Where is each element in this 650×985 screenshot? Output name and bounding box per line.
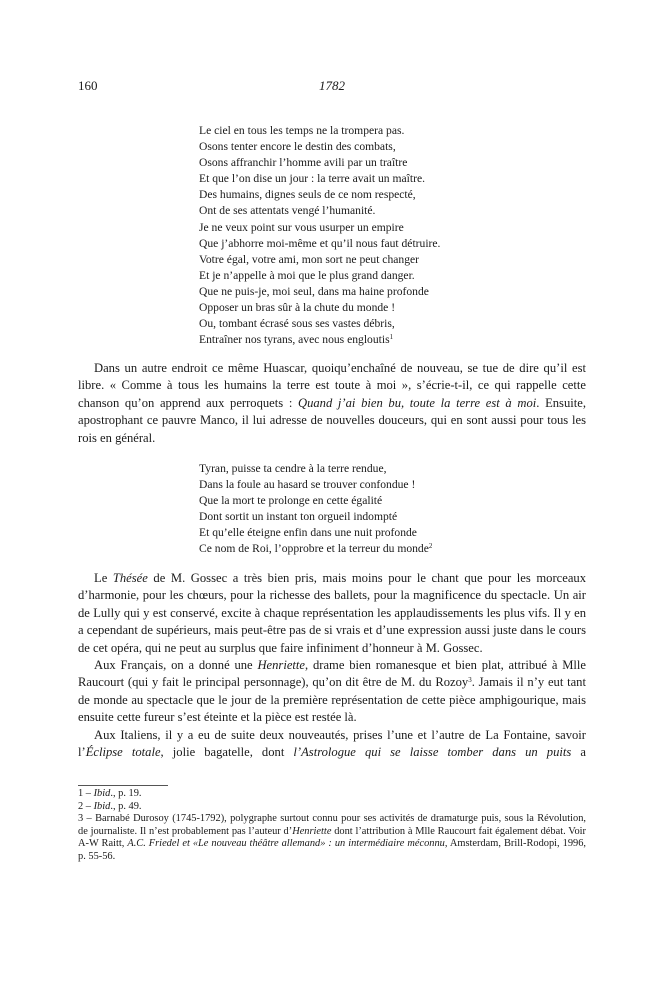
verse-line xyxy=(199,332,440,348)
text: Dans un autre endroit ce même Huascar, quoiqu’enchaîné de nouveau, se tue de dire qu’il est libre. « Comme à tous les humains la terre est toute à moi », s’écrie-t-il, ce qui rappelle cette chanson qu’on apprend aux perroquets : xyxy=(78,361,586,410)
text: . Jamais il n’y eut tant de monde au spectacle que le jour de la première représentation de cette pièce amphigourique, mais ensuite cette fureur s’est éteinte et la pièce est restée là. xyxy=(78,675,586,725)
main-text xyxy=(78,570,586,761)
text: , Amsterdam, Brill-Rodopi, 1996, p. 55-56. xyxy=(78,838,587,862)
verse-line: Je ne veux point sur vous usurper un empire xyxy=(199,220,404,234)
verse-block-2 xyxy=(199,461,432,558)
work-title-astrologue: l’Astrologue qui se laisse tomber dans un puits xyxy=(293,745,572,760)
verse-line: Opposer un bras sûr à la chute du monde ! xyxy=(199,301,396,315)
verse-line xyxy=(199,541,432,557)
verse-line: Ou, tombant écrasé sous ses vastes débris, xyxy=(199,317,395,331)
text: , jolie bagatelle, dont xyxy=(160,745,294,760)
page-number: 160 xyxy=(78,78,98,93)
verse-line: Osons tenter encore le destin des combats, xyxy=(199,140,396,154)
song-title: Quand j’ai bien bu, toute la terre est à moi xyxy=(297,395,537,410)
text: dont l’attribution à Mlle Raucourt fait également débat. Voir A-W Raitt, xyxy=(78,825,587,850)
paragraph-huascar xyxy=(78,360,586,447)
verse-line: Que la mort te prolonge en cette égalité xyxy=(199,494,383,508)
footnote-ref-3[interactable]: 3 xyxy=(468,676,472,685)
verse-line: Et je n’appelle à moi que le plus grand danger. xyxy=(199,268,415,282)
verse-line: Des humains, dignes seuls de ce nom respecté, xyxy=(199,188,416,202)
verse-line: Dans la foule au hasard se trouver confondue ! xyxy=(199,478,416,492)
text: Aux Italiens, il y a eu de suite deux nouveautés, prises l’une et l’autre de La Fontaine, savoir l’ xyxy=(78,727,586,760)
running-title: 1782 xyxy=(319,78,345,93)
verse-line: Que j’abhorre moi-même et qu’il nous faut détruire. xyxy=(199,236,441,250)
verse-line: Le ciel en tous les temps ne la trompera pas. xyxy=(199,124,405,137)
text: a xyxy=(571,745,586,760)
verse-line-text: Entraîner nos tyrans, avec nous engloutis xyxy=(199,333,390,347)
paragraph-henriette xyxy=(78,657,586,727)
footnote-ref-2[interactable]: 2 xyxy=(428,542,433,551)
work-title-eclipse: Éclipse totale xyxy=(85,745,161,760)
text: . Ensuite, apostrophant ce pauvre Manco, il lui adresse de nouvelles douceurs, qui en sont aussi pour tous les rois en général. xyxy=(78,395,586,445)
footnote-ref-1[interactable]: 1 xyxy=(389,333,394,342)
cited-work-title: A.C. Friedel et «Le nouveau théâtre allemand» : un intermédiaire méconnu xyxy=(127,838,445,850)
text: Le xyxy=(94,571,113,585)
footnote-1 xyxy=(78,788,586,801)
work-title-henriette: Henriette xyxy=(257,658,306,673)
text: 1 – xyxy=(78,788,94,799)
work-title-thesee: Thésée xyxy=(112,571,148,585)
verse-line: Dont sortit un instant ton orgueil indompté xyxy=(199,510,398,524)
footnote-divider xyxy=(78,785,168,786)
text: 3 – Barnabé Durosoy (1745-1792), polygraphe surtout connu pour ses activités de dramaturge puis, sous la Révolution, de journaliste. Il n’est probablement pas l’auteur d’ xyxy=(78,813,586,837)
text: ., p. 19. xyxy=(110,788,142,799)
running-header xyxy=(78,78,586,96)
text: , drame bien romanesque et bien plat, attribué à Mlle Raucourt (qui y fait le principal personnage), qu’on dit être de M. du Rozoy xyxy=(78,658,586,690)
footnotes xyxy=(78,788,586,864)
verse-line: Et qu’elle éteigne enfin dans une nuit profonde xyxy=(199,526,417,540)
verse-line: Osons affranchir l’homme avili par un traître xyxy=(199,156,408,170)
paragraph-italiens xyxy=(78,727,586,762)
text: Aux Français, on a donné une xyxy=(94,658,258,673)
verse-line: Et que l’on dise un jour : la terre avait un maître. xyxy=(199,172,426,186)
verse-line-text: Ce nom de Roi, l’opprobre et la terreur du monde xyxy=(199,542,429,556)
verse-line: Ont de ses attentats vengé l’humanité. xyxy=(199,204,376,218)
text: de M. Gossec a très bien pris, mais moins pour le chant que pour les morceaux d’harmonie, pour les chœurs, pour la richesse des ballets, pour la magnificence du spectacle. Un air de Lully qui y est conservé, excite à chaque représentation les applaudissements les plus vifs. Il y en a cependant de supérieurs, mais peut-être pas de si vrais et d’une expression aussi juste dans le cours de cet opéra, qui ne peut au surplus que faire infiniment d’honneur à M. Gossec. xyxy=(78,571,586,655)
footnote-2 xyxy=(78,801,586,814)
text: Ibid xyxy=(93,788,111,799)
verse-line: Votre égal, votre ami, mon sort ne peut changer xyxy=(199,252,419,266)
verse-line: Que ne puis-je, moi seul, dans ma haine profonde xyxy=(199,284,429,298)
text: ., p. 49. xyxy=(110,800,142,812)
text: Ibid xyxy=(93,800,111,812)
text: 2 – xyxy=(78,800,94,812)
footnote-3 xyxy=(78,813,586,863)
work-title-henriette: Henriette xyxy=(292,825,332,837)
verse-block-1 xyxy=(199,123,440,348)
paragraph-thesee xyxy=(78,570,586,657)
verse-line: Tyran, puisse ta cendre à la terre rendue, xyxy=(199,462,387,475)
